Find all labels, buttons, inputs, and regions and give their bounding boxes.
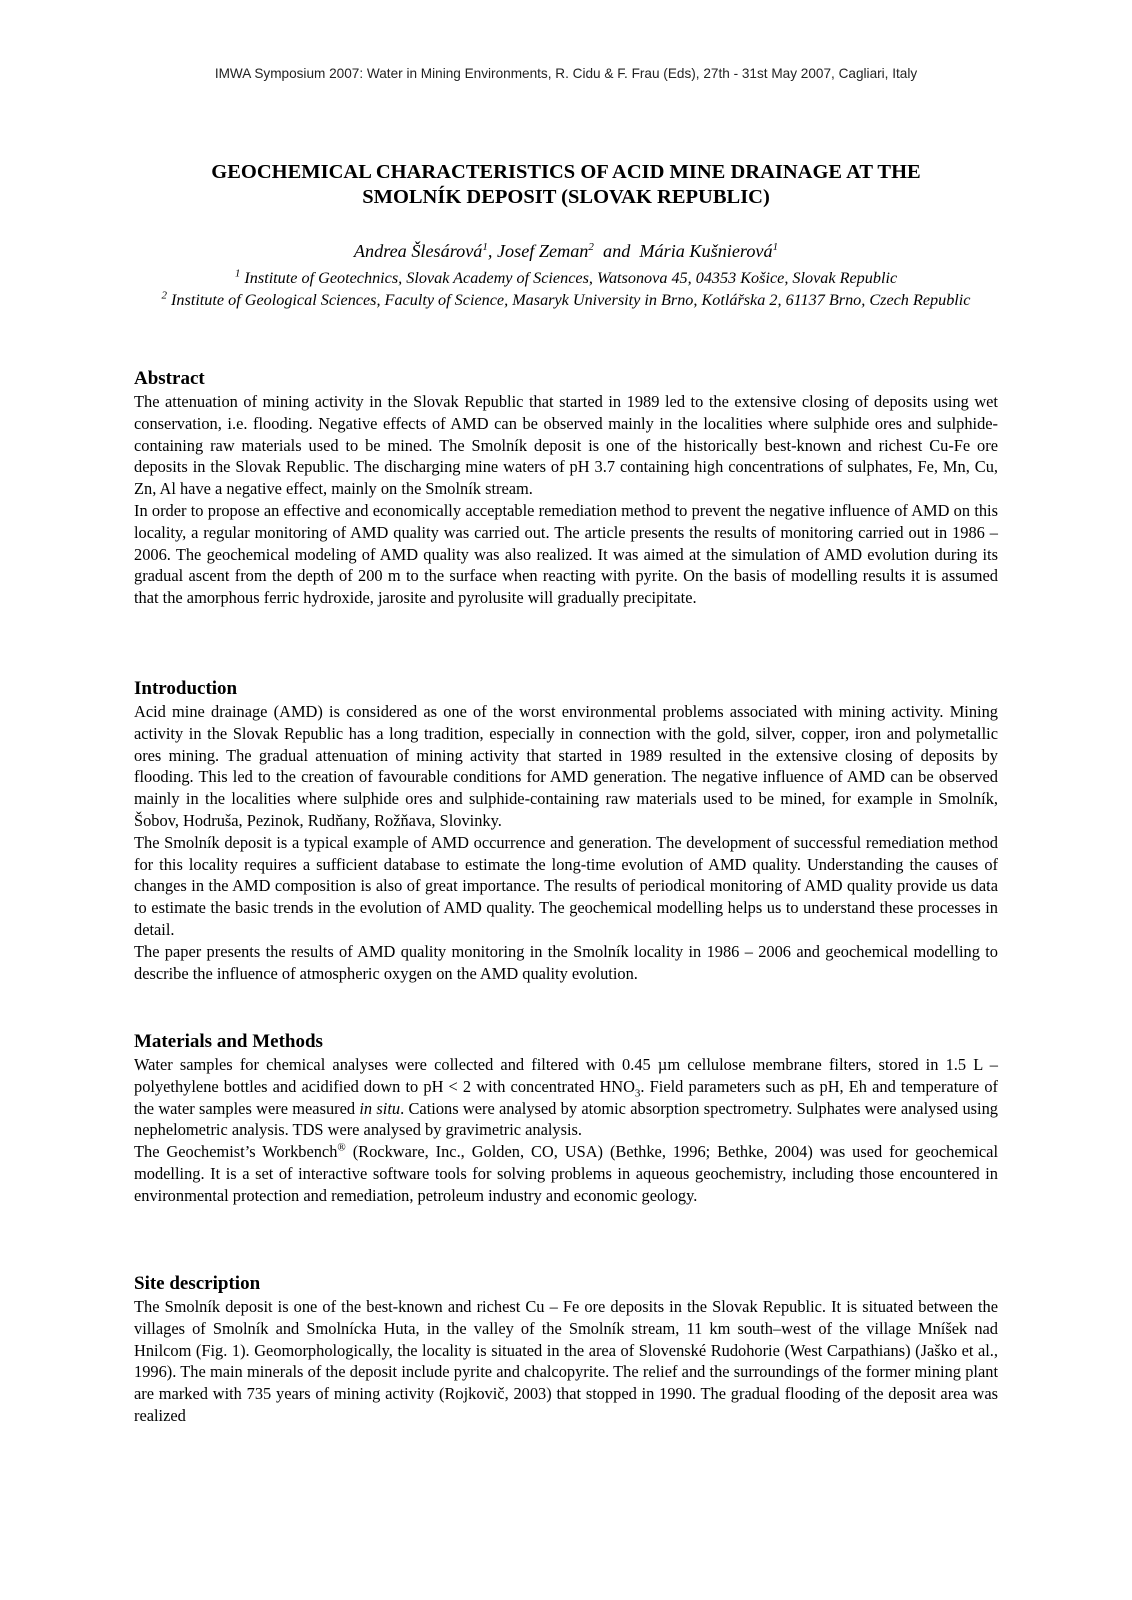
paragraph: The Smolník deposit is a typical example of AMD occurrence and generation. The development of successful remediation method for this locality requires a sufficient database to estimate the long-time evolution of AMD quality. Understanding the causes of changes in the AMD composition is also of great importance. The results of periodical monitoring of AMD quality provide us data to estimate the basic trends in the evolution of AMD quality. The geochemical modelling helps us to understand these processes in detail. xyxy=(134,832,998,939)
paper-title xyxy=(120,160,1012,210)
paragraph xyxy=(134,1141,998,1206)
author-name: Josef Zeman xyxy=(496,241,589,261)
affiliation xyxy=(140,289,992,311)
author-separator: and xyxy=(593,241,640,261)
text-run: . Cations were analysed by atomic absorption spectrometry. Sulphates were analysed using nephelometric analysis. TDS were analysed by gravimetric analysis. xyxy=(134,1098,998,1140)
section-heading: Introduction xyxy=(134,678,238,699)
paragraph: In order to propose an effective and economically acceptable remediation method to prevent the negative influence of AMD on this locality, a regular monitoring of AMD quality was carried out. The article presents the results of monitoring carried out in 1986 – 2006. The geochemical modeling of AMD quality was also realized. It was aimed at the simulation of AMD evolution during its gradual ascent from the depth of 200 m to the surface when reacting with pyrite. On the basis of modelling results it is assumed that the amorphous ferric hydroxide, jarosite and pyrolusite will gradually precipitate. xyxy=(134,500,998,608)
author-affil-mark: 2 xyxy=(588,240,594,253)
title-line-2: SMOLNÍK DEPOSIT (SLOVAK REPUBLIC) xyxy=(362,186,770,208)
affiliation-mark: 1 xyxy=(234,267,241,280)
introduction-section xyxy=(134,677,998,984)
author-list xyxy=(0,241,1132,262)
author-separator: , xyxy=(487,241,497,261)
author-name: Andrea Šlesárová xyxy=(353,241,483,261)
registered-mark: ® xyxy=(337,1141,346,1154)
section-heading: Materials and Methods xyxy=(134,1031,323,1052)
paragraph: The Smolník deposit is one of the best-known and richest Cu – Fe ore deposits in the Slovak Republic. It is situated between the villages of Smolník and Smolnícka Huta, in the valley of the Smolník stream, 11 km south–west of the village Mníšek nad Hnilcom (Fig. 1). Geomorphologically, the locality is situated in the area of Slovenské Rudohorie (West Carpathians) (Jaško et al., 1996). The main minerals of the deposit include pyrite and chalcopyrite. The relief and the surroundings of the former mining plant are marked with 735 years of mining activity (Rojkovič, 2003) that stopped in 1990. The gradual flooding of the deposit area was realized xyxy=(134,1297,998,1425)
affiliation-mark: 2 xyxy=(161,289,167,302)
affiliations xyxy=(140,267,992,311)
paragraph xyxy=(134,1054,998,1141)
author-name: Mária Kušnierová xyxy=(639,241,773,261)
paragraph: Acid mine drainage (AMD) is considered as one of the worst environmental problems associated with mining activity. Mining activity in the Slovak Republic has a long tradition, especially in connection with the gold, silver, copper, iron and polymetallic ores mining. The gradual attenuation of mining activity that started in 1989 resulted in the extensive closing of deposits by flooding. This led to the creation of favourable conditions for AMD generation. The negative influence of AMD can be observed mainly in the localities where sulphide ores and sulphide-containing raw materials used to be mined, for example in Smolník, Šobov, Hodruša, Pezinok, Rudňany, Rožňava, Slovinky. xyxy=(134,702,998,830)
text-run: The Geochemist’s Workbench xyxy=(134,1142,338,1162)
site-description-section xyxy=(134,1272,998,1427)
section-heading: Abstract xyxy=(134,368,205,389)
title-line-1: GEOCHEMICAL CHARACTERISTICS OF ACID MINE DRAINAGE AT THE xyxy=(211,161,921,183)
abstract-section xyxy=(134,367,998,609)
paragraph: The paper presents the results of AMD quality monitoring in the Smolník locality in 1986 – 2006 and geochemical modelling to describe the influence of atmospheric oxygen on the AMD quality evolution. xyxy=(134,941,998,983)
affiliation-text: Institute of Geotechnics, Slovak Academy of Sciences, Watsonova 45, 04353 Košice, Slovak Republic xyxy=(244,269,898,287)
affiliation-text: Institute of Geological Sciences, Faculty of Science, Masaryk University in Brno, Kotlářska 2, 61137 Brno, Czech Republic xyxy=(171,291,971,309)
author-affil-mark: 1 xyxy=(772,240,779,253)
running-header: IMWA Symposium 2007: Water in Mining Environments, R. Cidu & F. Frau (Eds), 27th - 31st May 2007, Cagliari, Italy xyxy=(214,66,918,81)
section-heading: Site description xyxy=(134,1273,261,1294)
text-run: (Rockware, Inc., Golden, CO, USA) (Bethke, 1996; Bethke, 2004) was used for geochemical modelling. It is a set of interactive software tools for solving problems in aqueous geochemistry, including those encountered in environmental protection and remediation, petroleum industry and economic geology. xyxy=(134,1142,999,1205)
text-run: . Field parameters such as pH, Eh and temperature of the water samples were measured xyxy=(134,1076,998,1118)
text-run: Water samples for chemical analyses were collected and filtered with 0.45 µm cellulose membrane filters, stored in 1.5 L – polyethylene bottles and acidified down to pH < 2 with concentrated HNO xyxy=(134,1055,998,1096)
affiliation xyxy=(140,267,992,289)
methods-section xyxy=(134,1030,998,1207)
subscript: 3 xyxy=(634,1087,641,1100)
italic-term: in situ xyxy=(359,1098,401,1118)
author-affil-mark: 1 xyxy=(482,240,488,253)
paragraph: The attenuation of mining activity in the Slovak Republic that started in 1989 led to the extensive closing of deposits using wet conservation, i.e. flooding. Negative effects of AMD can be observed mainly in the localities where sulphide ores and sulphide-containing raw materials used to be mined. The Smolník deposit is one of the historically best-known and richest Cu-Fe ore deposits in the Slovak Republic. The discharging mine waters of pH 3.7 containing high concentrations of sulphates, Fe, Mn, Cu, Zn, Al have a negative effect, mainly on the Smolník stream. xyxy=(134,392,998,499)
